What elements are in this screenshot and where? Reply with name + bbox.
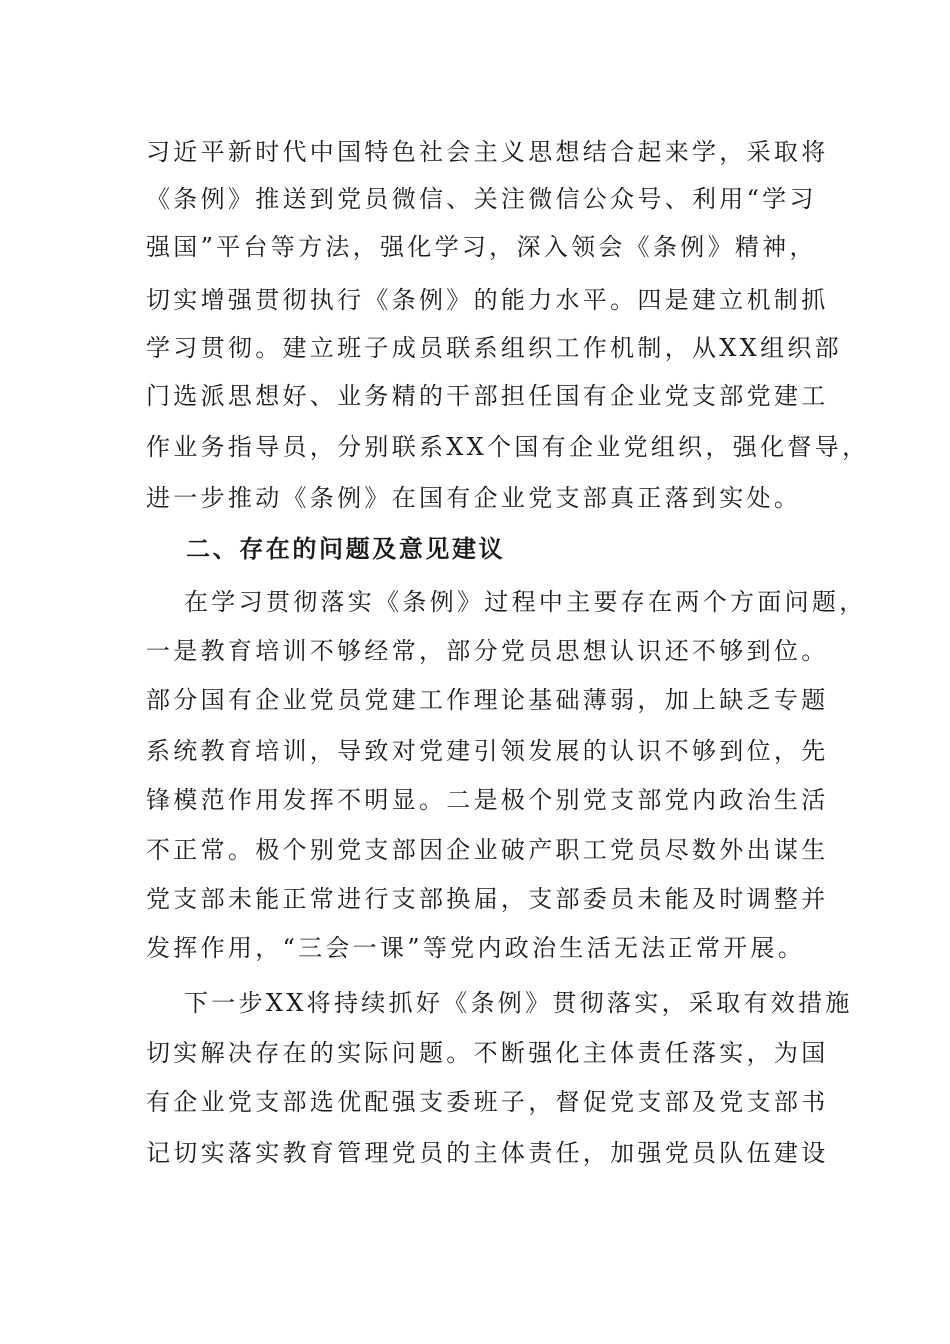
- paragraph-1-line-2: 《条例》推送到党员微信、关注微信公众号、利用“学习: [146, 185, 817, 213]
- paragraph-3-line-1: 下一步XX将持续抓好《条例》贯彻落实，采取有效措施: [184, 989, 853, 1017]
- paragraph-3-line-3: 有企业党支部选优配强支委班子，督促党支部及党支部书: [146, 1088, 829, 1116]
- paragraph-3-line-2: 切实解决存在的实际问题。不断强化主体责任落实，为国: [146, 1039, 829, 1067]
- paragraph-3-line-4: 记切实落实教育管理党员的主体责任，加强党员队伍建设: [146, 1139, 829, 1167]
- paragraph-2-line-5: 锋模范作用发挥不明显。二是极个别党支部党内政治生活: [146, 786, 829, 814]
- paragraph-1-line-4: 切实增强贯彻执行《条例》的能力水平。四是建立机制抓: [146, 286, 829, 314]
- paragraph-2-line-3: 部分国有企业党员党建工作理论基础薄弱，加上缺乏专题: [146, 686, 829, 714]
- paragraph-2-line-8: 发挥作用，“三会一课”等党内政治生活无法正常开展。: [146, 934, 806, 962]
- paragraph-2-line-7: 党支部未能正常进行支部换届，支部委员未能及时调整并: [146, 885, 829, 913]
- paragraph-1-line-5: 学习贯彻。建立班子成员联系组织工作机制，从XX组织部: [146, 334, 842, 362]
- paragraph-1-line-1: 习近平新时代中国特色社会主义思想结合起来学，采取将: [146, 138, 829, 166]
- paragraph-1-line-8: 进一步推动《条例》在国有企业党支部真正落到实处。: [146, 484, 802, 512]
- paragraph-1-line-3: 强国”平台等方法，强化学习，深入领会《条例》精神，: [146, 233, 817, 261]
- paragraph-1-line-6: 门选派思想好、业务精的干部担任国有企业党支部党建工: [146, 382, 829, 410]
- section-heading: 二、存在的问题及意见建议: [186, 535, 506, 563]
- paragraph-2-line-6: 不正常。极个别党支部因企业破产职工党员尽数外出谋生: [146, 836, 829, 864]
- paragraph-2-line-4: 系统教育培训，导致对党建引领发展的认识不够到位，先: [146, 737, 829, 765]
- paragraph-2-line-1: 在学习贯彻落实《条例》过程中主要存在两个方面问题，: [184, 588, 867, 616]
- paragraph-1-line-7: 作业务指导员，分别联系XX个国有企业党组织，强化督导，: [146, 433, 870, 461]
- paragraph-2-line-2: 一是教育培训不够经常，部分党员思想认识还不够到位。: [146, 637, 829, 665]
